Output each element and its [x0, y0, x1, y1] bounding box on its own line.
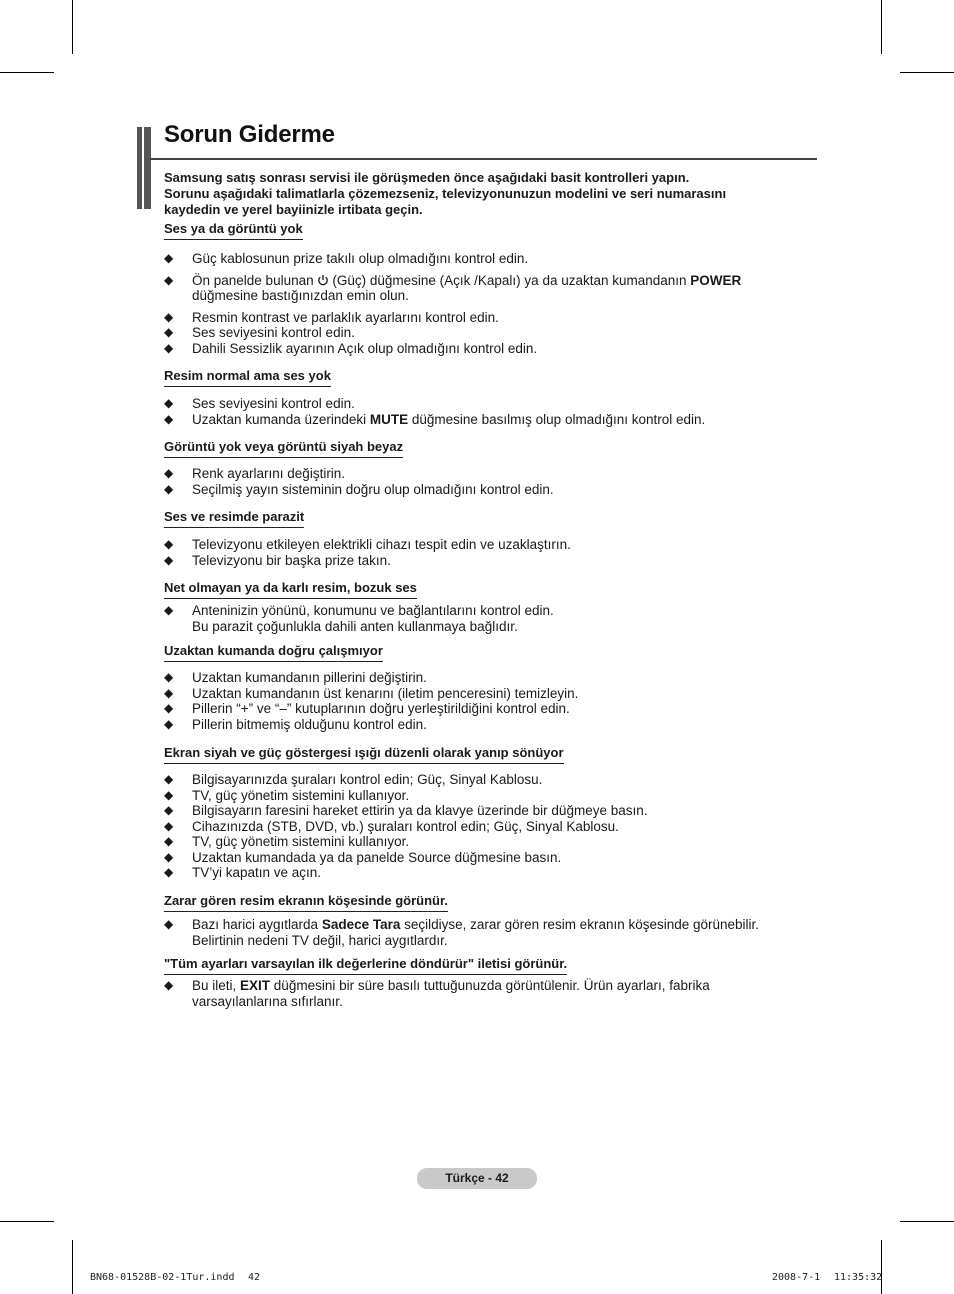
item-text-part: Bu ileti,	[192, 978, 241, 993]
list-item	[164, 482, 804, 498]
item-text: Dahili Sessizlik ayarının Açık olup olmadığını kontrol edin.	[192, 340, 538, 356]
section-heading: Ses ve resimde parazit	[164, 509, 304, 528]
item-text-part: düğmesini bir süre basılı tuttuğunuzda görüntülenir. Ürün ayarları, fabrika	[270, 978, 710, 993]
footer-file-name: BN68-01528B-02-1Tur.indd	[90, 1272, 235, 1283]
list-item	[164, 603, 804, 634]
list-item	[164, 325, 804, 341]
list-item	[164, 251, 804, 267]
bullet-icon: ◆	[164, 772, 174, 786]
bullet-icon: ◆	[164, 251, 174, 265]
section-heading: Zarar gören resim ekranın köşesinde görünür.	[164, 893, 448, 912]
bullet-list	[164, 396, 804, 427]
title-accent-bar	[144, 127, 151, 209]
bullet-icon: ◆	[164, 701, 174, 715]
crop-mark	[881, 0, 882, 54]
bullet-icon: ◆	[164, 537, 174, 551]
bullet-icon: ◆	[164, 481, 174, 496]
list-item	[164, 310, 804, 326]
list-item	[164, 273, 804, 304]
list-item	[164, 717, 804, 733]
item-text: Pillerin bitmemiş olduğunu kontrol edin.	[192, 716, 427, 732]
bullet-list	[164, 978, 804, 1009]
bullet-icon: ◆	[164, 309, 174, 324]
crop-mark	[900, 1221, 954, 1222]
list-item	[164, 396, 804, 412]
list-item	[164, 917, 804, 948]
intro-text	[164, 170, 804, 218]
section-heading: Görüntü yok veya görüntü siyah beyaz	[164, 439, 403, 458]
bullet-list	[164, 603, 804, 634]
bullet-icon: ◆	[164, 685, 174, 700]
item-text: Uzaktan kumandada ya da panelde Source düğmesine basın.	[192, 849, 562, 865]
item-text-part: düğmesine basılmış olup olmadığını kontrol edin.	[408, 411, 706, 427]
item-text: Renk ayarlarını değiştirin.	[192, 466, 346, 481]
item-text-part: Bu parazit çoğunlukla dahili anten kullanmaya bağlıdır.	[192, 618, 518, 634]
crop-mark	[72, 0, 73, 54]
item-text: Seçilmiş yayın sisteminin doğru olup olmadığını kontrol edin.	[192, 481, 554, 497]
item-text	[192, 273, 804, 304]
crop-mark	[0, 72, 54, 73]
item-text: TV, güç yönetim sistemini kullanıyor.	[192, 787, 410, 803]
item-text-part: Ön panelde bulunan	[192, 272, 318, 288]
item-text: TV’yi kapatın ve açın.	[192, 865, 322, 880]
list-item	[164, 466, 804, 482]
item-text: Televizyonu bir başka prize takın.	[192, 552, 391, 568]
bullet-icon: ◆	[164, 603, 174, 617]
crop-mark	[881, 1240, 882, 1294]
item-text: Güç kablosunun prize takılı olup olmadığını kontrol edin.	[192, 251, 529, 266]
item-text-part: Belirtinin nedeni TV değil, harici aygıtlardır.	[192, 932, 448, 948]
item-text-bold: POWER	[690, 272, 742, 288]
bullet-icon: ◆	[164, 552, 174, 567]
footer-page-number: 42	[248, 1272, 261, 1283]
item-text-part: varsayılanlarına sıfırlanır.	[192, 993, 343, 1009]
list-item	[164, 865, 804, 881]
bullet-icon: ◆	[164, 803, 174, 817]
crop-mark	[900, 72, 954, 73]
item-text-part: Bazı harici aygıtlarda	[192, 917, 322, 932]
bullet-list	[164, 772, 804, 881]
section-heading: Resim normal ama ses yok	[164, 368, 331, 387]
bullet-icon: ◆	[164, 865, 174, 879]
item-text: Ses seviyesini kontrol edin.	[192, 325, 355, 340]
list-item	[164, 788, 804, 804]
item-text: Ses seviyesini kontrol edin.	[192, 396, 355, 411]
list-item	[164, 553, 804, 569]
list-item	[164, 670, 804, 686]
bullet-icon: ◆	[164, 272, 174, 287]
bullet-icon: ◆	[164, 340, 174, 355]
item-text-part: düğmesine bastığınızdan emin olun.	[192, 288, 409, 303]
crop-mark	[72, 1240, 73, 1294]
item-text-bold: EXIT	[240, 978, 271, 993]
bullet-list	[164, 917, 804, 948]
item-text: Uzaktan kumandanın pillerini değiştirin.	[192, 670, 427, 685]
footer-time: 11:35:32	[834, 1272, 883, 1283]
bullet-list	[164, 251, 804, 356]
list-item	[164, 850, 804, 866]
list-item	[164, 341, 804, 357]
list-item	[164, 819, 804, 835]
page-title: Sorun Giderme	[164, 121, 335, 148]
item-text: Uzaktan kumandanın üst kenarını (iletim penceresini) temizleyin.	[192, 685, 579, 701]
title-divider	[150, 158, 817, 160]
bullet-icon: ◆	[164, 818, 174, 833]
bullet-icon: ◆	[164, 396, 174, 410]
list-item	[164, 772, 804, 788]
item-text: Televizyonu etkileyen elektrikli cihazı tespit edin ve uzaklaştırın.	[192, 537, 571, 552]
section-heading: "Tüm ayarları varsayılan ilk değerlerine döndürür" iletisi görünür.	[164, 956, 567, 975]
item-text: Bilgisayarınızda şuraları kontrol edin; Güç, Sinyal Kablosu.	[192, 772, 543, 787]
item-text: Resmin kontrast ve parlaklık ayarlarını kontrol edin.	[192, 309, 499, 325]
bullet-list	[164, 537, 804, 568]
footer-date: 2008-7-1	[772, 1272, 821, 1283]
item-text: Pillerin “+” ve “–” kutuplarının doğru yerleştirildiğini kontrol edin.	[192, 701, 570, 716]
item-text: Bilgisayarın faresini hareket ettirin ya da klavye üzerinde bir düğmeye basın.	[192, 803, 648, 818]
list-item	[164, 686, 804, 702]
bullet-icon: ◆	[164, 325, 174, 339]
bullet-list	[164, 466, 804, 497]
page-number-badge: Türkçe - 42	[417, 1168, 537, 1189]
item-text-part: Anteninizin yönünü, konumunu ve bağlantılarını kontrol edin.	[192, 603, 554, 618]
section-heading: Net olmayan ya da karlı resim, bozuk ses	[164, 580, 417, 599]
list-item	[164, 978, 804, 1009]
bullet-icon: ◆	[164, 716, 174, 731]
bullet-icon: ◆	[164, 834, 174, 848]
section-heading: Ekran siyah ve güç göstergesi ışığı düzenli olarak yanıp sönüyor	[164, 745, 564, 764]
list-item	[164, 412, 804, 428]
list-item	[164, 803, 804, 819]
power-icon	[317, 274, 329, 286]
item-text	[192, 412, 804, 428]
intro-line: kaydedin ve yerel bayiinizle irtibata geçin.	[164, 202, 423, 217]
item-text	[192, 603, 804, 634]
item-text	[192, 917, 804, 948]
bullet-icon: ◆	[164, 978, 174, 992]
list-item	[164, 537, 804, 553]
item-text-bold: MUTE	[369, 411, 409, 427]
title-accent-bar	[137, 127, 142, 209]
item-text: Cihazınızda (STB, DVD, vb.) şuraları kontrol edin; Güç, Sinyal Kablosu.	[192, 818, 619, 834]
list-item	[164, 701, 804, 717]
item-text	[192, 978, 804, 1009]
section-heading: Ses ya da görüntü yok	[164, 221, 303, 240]
bullet-icon: ◆	[164, 849, 174, 864]
intro-line: Samsung satış sonrası servisi ile görüşmeden önce aşağıdaki basit kontrolleri yapın.	[164, 170, 690, 185]
item-text-part: seçildiyse, zarar gören resim ekranın köşesinde görünebilir.	[400, 917, 760, 932]
bullet-icon: ◆	[164, 917, 174, 931]
item-text-part: (Güç) düğmesine (Açık /Kapalı) ya da uzaktan kumandanın	[332, 272, 691, 288]
bullet-list	[164, 670, 804, 732]
bullet-icon: ◆	[164, 466, 174, 480]
list-item	[164, 834, 804, 850]
item-text-bold: Sadece Tara	[321, 917, 401, 932]
item-text: TV, güç yönetim sistemini kullanıyor.	[192, 834, 410, 849]
intro-line: Sorunu aşağıdaki talimatlarla çözemezseniz, televizyonunuzun modelini ve seri numarasını	[164, 186, 727, 201]
bullet-icon: ◆	[164, 411, 174, 426]
crop-mark	[0, 1221, 54, 1222]
bullet-icon: ◆	[164, 670, 174, 684]
item-text-part: Uzaktan kumanda üzerindeki	[192, 411, 370, 427]
bullet-icon: ◆	[164, 787, 174, 802]
section-heading: Uzaktan kumanda doğru çalışmıyor	[164, 643, 383, 662]
